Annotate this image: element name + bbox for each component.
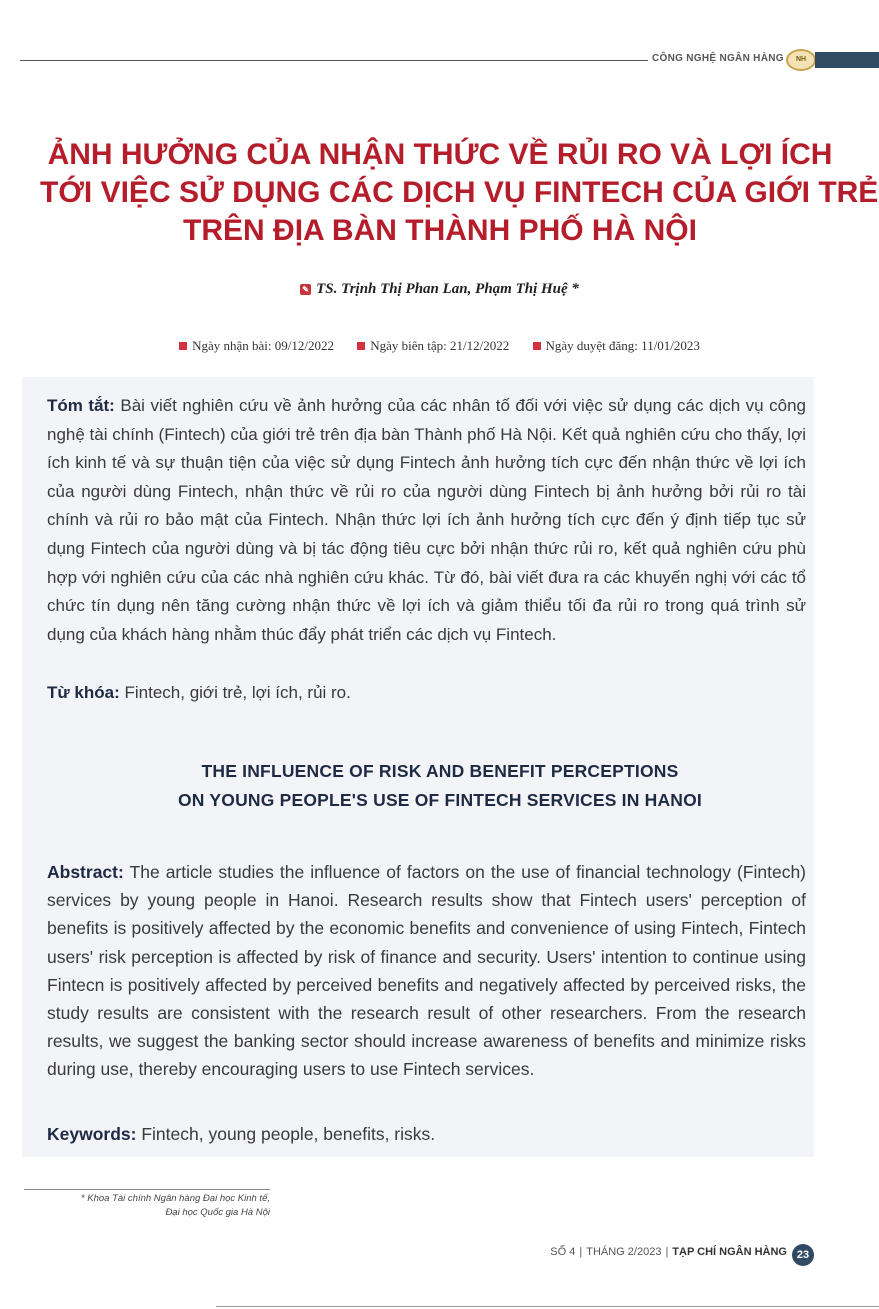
page-footer: SỐ 4 | THÁNG 2/2023 | TẠP CHÍ NGÂN HÀNG (550, 1246, 787, 1258)
date-received: Ngày nhận bài: 09/12/2022 (179, 338, 334, 354)
english-title-line: ON YOUNG PEOPLE'S USE OF FINTECH SERVICES IN HANOI (177, 790, 702, 810)
page-number: 23 (792, 1244, 814, 1266)
title-line: ẢNH HƯỞNG CỦA NHẬN THỨC VỀ RỦI RO VÀ LỢI ÍCH (47, 138, 833, 171)
keywords-en-text: Fintech, young people, benefits, risks. (141, 1124, 436, 1144)
journal-logo-icon: NH (786, 49, 816, 71)
authors (0, 281, 879, 298)
abstract-vi (47, 392, 806, 649)
footnote-rule (24, 1189, 270, 1190)
title-line: TRÊN ĐỊA BÀN THÀNH PHỐ HÀ NỘI (183, 214, 697, 247)
section-label: CÔNG NGHỆ NGÂN HÀNG (652, 53, 784, 64)
bottom-rule (216, 1306, 879, 1307)
english-title-line: THE INFLUENCE OF RISK AND BENEFIT PERCEPTIONS (201, 761, 679, 781)
keywords-vi-label: Từ khóa: (47, 683, 120, 702)
keywords-vi (47, 683, 806, 703)
abstract-en-text: The article studies the influence of factors on the use of financial technology (Fintech) services by young people in Hanoi. Research results show that Fintech users' perception of benefits is positively affected by the economic benefits and convenience of using Fintech, Fintech users' risk perception is affected by risk of finance and security. Users' intention to continue using Fintecn is positively affected by perceived benefits and negatively affected by perceived risks, the study results are consistent with the research result of other researchers. From the research results, we suggest the banking sector should increase awareness of benefits and minimize risks during use, thereby encouraging users to use Fintech services. (47, 862, 806, 1080)
keywords-vi-text: Fintech, giới trẻ, lợi ích, rủi ro. (124, 683, 351, 702)
keywords-en (47, 1124, 806, 1145)
article-title (40, 136, 879, 250)
header-rule (20, 60, 648, 61)
square-bullet-icon (357, 342, 365, 350)
abstract-en-label: Abstract: (47, 862, 124, 882)
issue-number: SỐ 4 (550, 1246, 576, 1258)
abstract-en (47, 858, 806, 1084)
pen-icon: ✎ (300, 284, 311, 295)
date-approved: Ngày duyệt đăng: 11/01/2023 (533, 338, 700, 354)
abstract-vi-label: Tóm tắt: (47, 396, 115, 415)
article-dates (0, 338, 879, 354)
header-accent-bar (815, 52, 879, 68)
issue-month: THÁNG 2/2023 (586, 1246, 662, 1258)
journal-name: TẠP CHÍ NGÂN HÀNG (672, 1246, 787, 1258)
square-bullet-icon (179, 342, 187, 350)
affiliation-line: * Khoa Tài chính Ngân hàng Đại học Kinh tế, (80, 1193, 270, 1204)
affiliation-line: Đại học Quốc gia Hà Nội (165, 1207, 270, 1218)
square-bullet-icon (533, 342, 541, 350)
date-edited: Ngày biên tập: 21/12/2022 (357, 338, 509, 354)
author-affiliation (24, 1192, 270, 1220)
keywords-en-label: Keywords: (47, 1124, 137, 1144)
abstract-vi-text: Bài viết nghiên cứu về ảnh hưởng của các nhân tố đối với việc sử dụng các dịch vụ công nghệ tài chính (Fintech) của giới trẻ trên địa bàn Thành phố Hà Nội. Kết quả nghiên cứu cho thấy, lợi ích kinh tế và sự thuận tiện của việc sử dụng Fintech ảnh hưởng tích cực đến nhận thức về lợi ích của người dùng Fintech, nhận thức về rủi ro của người dùng Fintech bị ảnh hưởng bởi rủi ro tài chính và rủi ro bảo mật của Fintech. Nhận thức lợi ích ảnh hưởng tích cực đến ý định tiếp tục sử dụng Fintech của người dùng và bị tác động tiêu cực bởi nhận thức rủi ro, kết quả nghiên cứu phù hợp với nghiên cứu của các nhà nghiên cứu khác. Từ đó, bài viết đưa ra các khuyến nghị với các tổ chức tín dụng nên tăng cường nhận thức về lợi ích và giảm thiểu tối đa rủi ro trong quá trình sử dụng của khách hàng nhằm thúc đẩy phát triển các dịch vụ Fintech. (47, 396, 806, 644)
english-title (40, 757, 840, 815)
author-names: TS. Trịnh Thị Phan Lan, Phạm Thị Huệ * (316, 281, 579, 297)
title-line: TỚI VIỆC SỬ DỤNG CÁC DỊCH VỤ FINTECH CỦA GIỚI TRẺ (40, 176, 879, 209)
